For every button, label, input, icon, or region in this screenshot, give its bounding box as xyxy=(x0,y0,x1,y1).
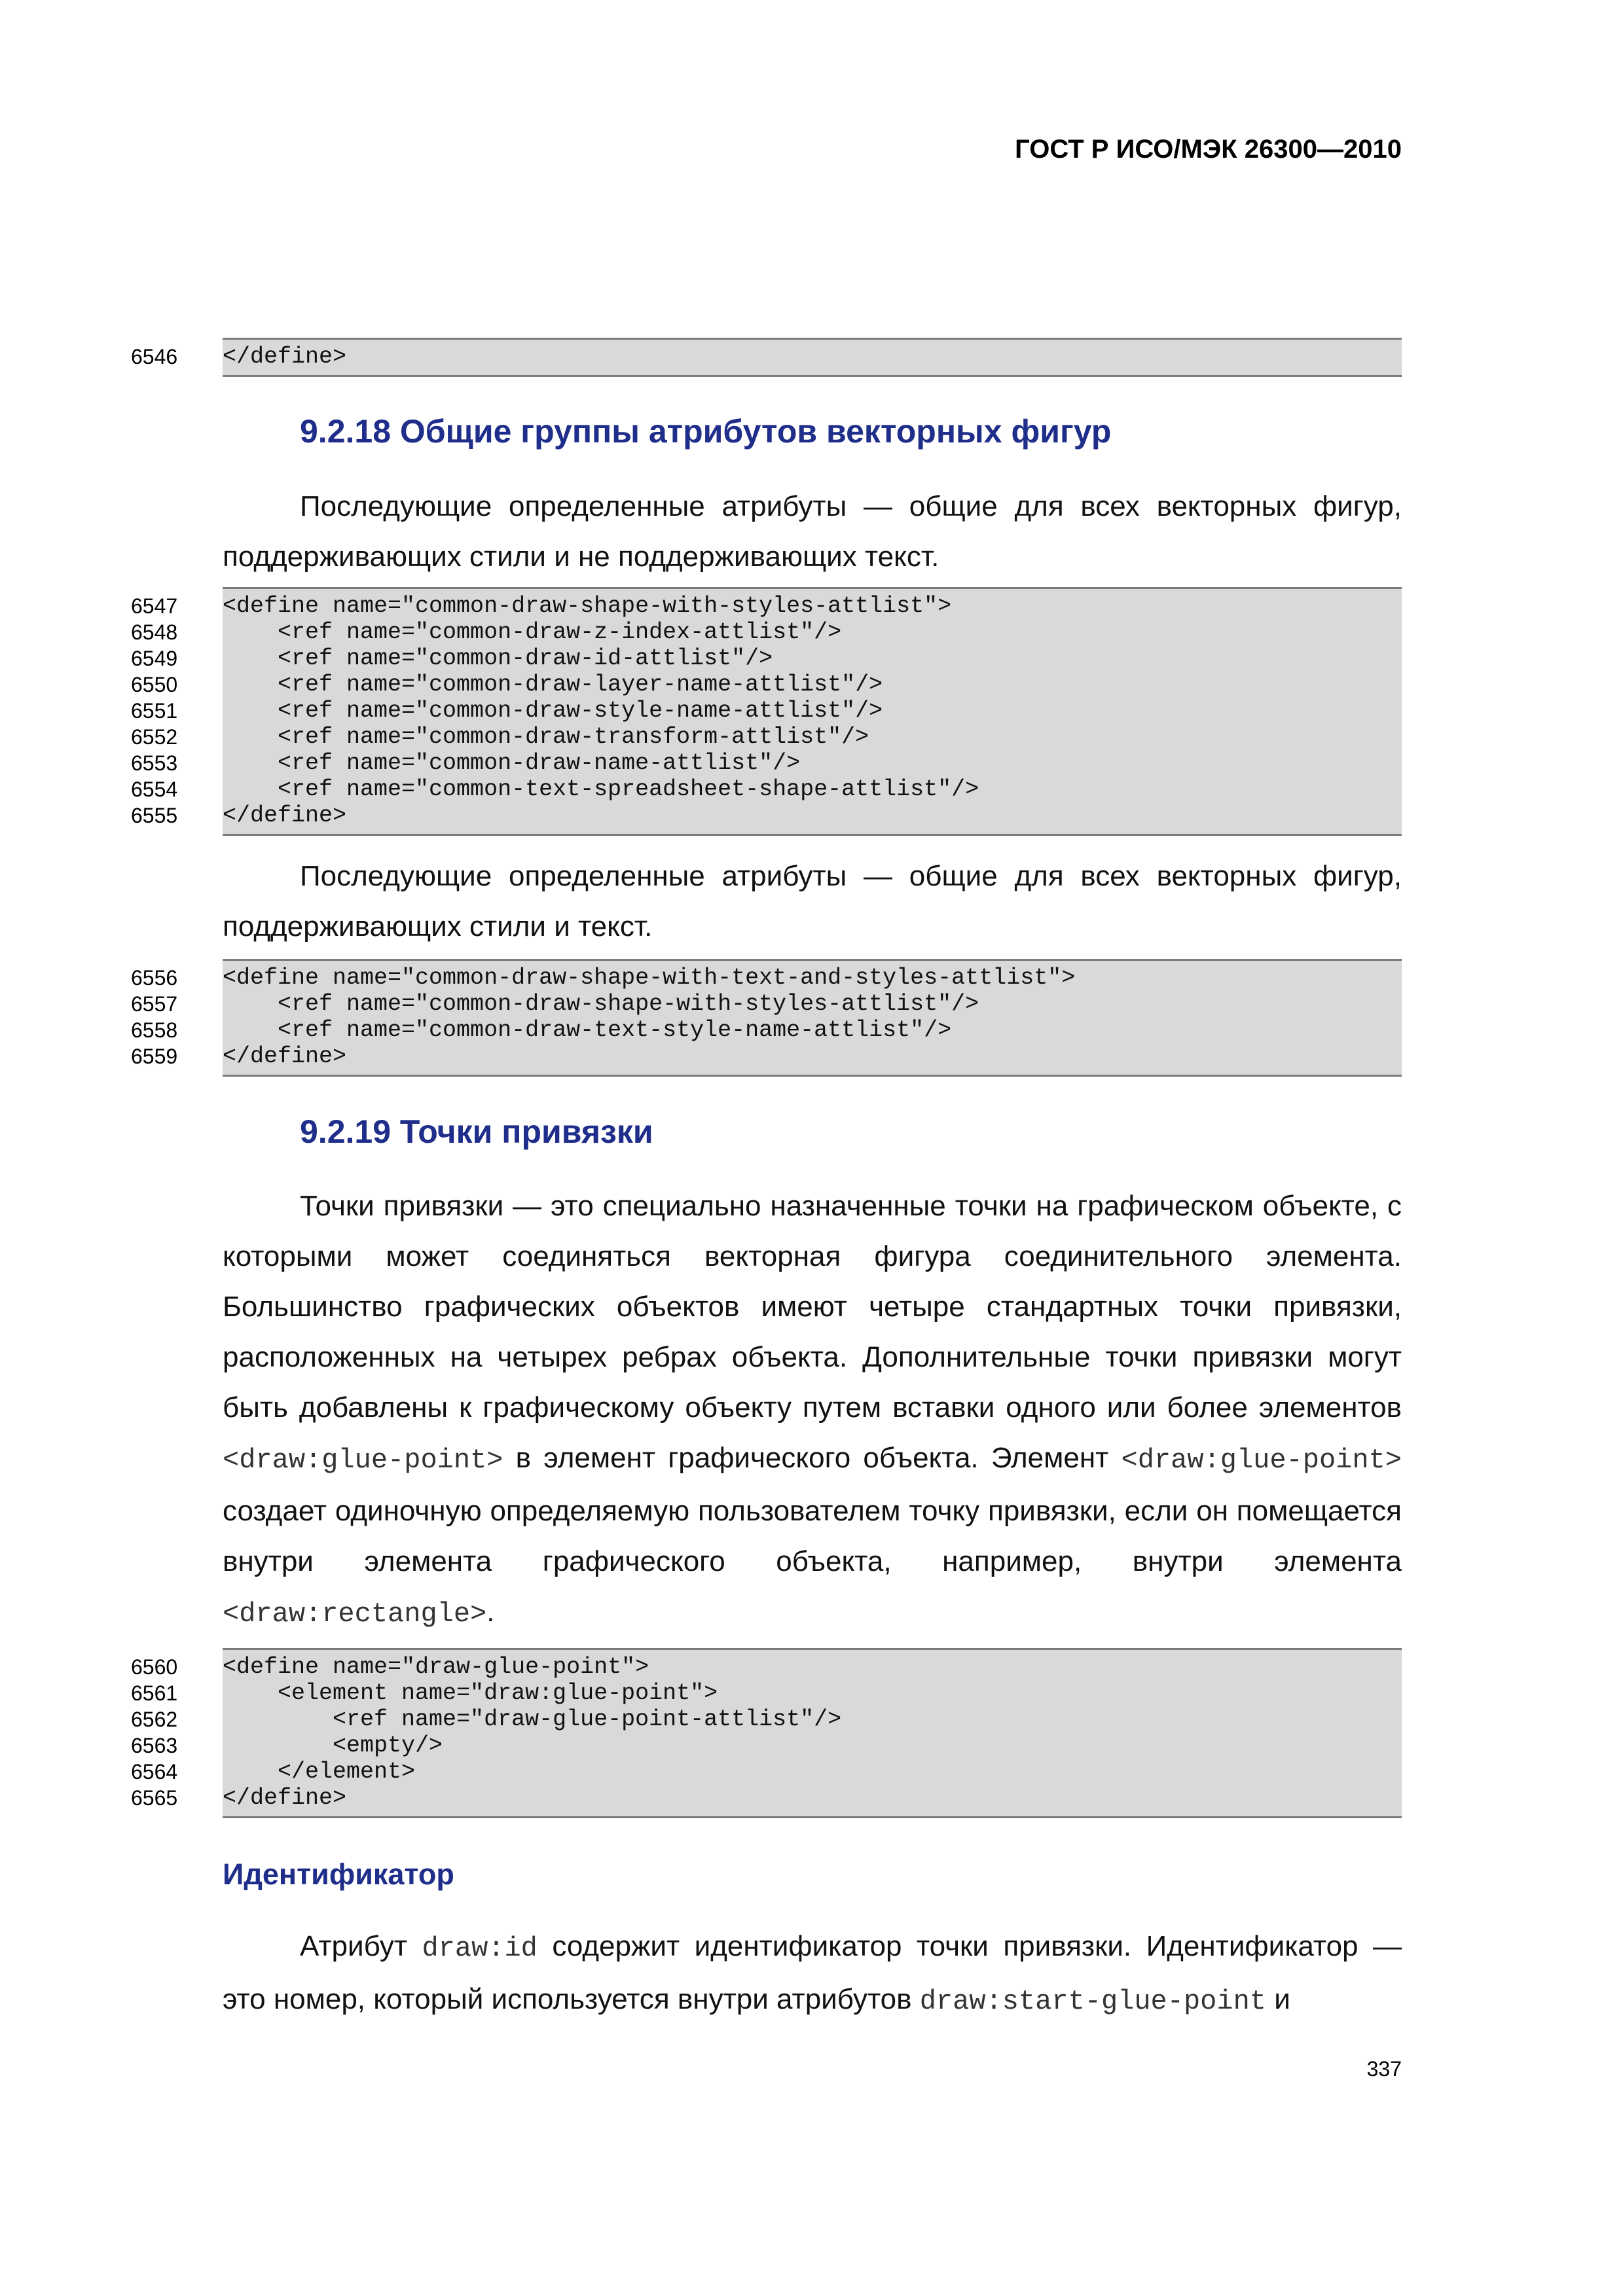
code-text: <ref name="draw-glue-point-attlist"/> xyxy=(223,1706,842,1732)
line-number: 6555 xyxy=(131,804,178,827)
code-block-shape-with-text-and-styles xyxy=(131,959,1402,1077)
code-text: <define name="common-draw-shape-with-styles-attlist"> xyxy=(223,593,952,619)
section-heading-9-2-19: 9.2.19 Точки привязки xyxy=(300,1113,653,1150)
code-line xyxy=(131,645,1402,672)
line-number: 6550 xyxy=(131,673,178,696)
code-text: <ref name="common-draw-name-attlist"/> xyxy=(223,750,801,776)
code-text: <ref name="common-draw-style-name-attlist"/> xyxy=(223,698,883,724)
line-number: 6559 xyxy=(131,1045,178,1068)
section-heading-9-2-18: 9.2.18 Общие группы атрибутов векторных фигур xyxy=(300,413,1112,450)
code-line xyxy=(131,991,1402,1017)
line-number: 6562 xyxy=(131,1708,178,1731)
code-line xyxy=(131,776,1402,802)
code-line xyxy=(131,1017,1402,1043)
code-text: <ref name="common-draw-shape-with-styles-attlist"/> xyxy=(223,991,979,1017)
line-number: 6557 xyxy=(131,992,178,1016)
code-line xyxy=(131,1654,1402,1680)
line-number: 6546 xyxy=(131,345,178,368)
code-line xyxy=(131,1785,1402,1811)
line-number: 6547 xyxy=(131,594,178,618)
text-run: содержит идентификатор точки привязки. Идентификатор — это номер, который используется внутри атрибутов xyxy=(223,1930,1402,2015)
text-run: создает одиночную определяемую пользователем точку привязки, если он помещается внутри элемента графического объекта, например, внутри элемента xyxy=(223,1495,1402,1577)
code-line xyxy=(131,965,1402,991)
code-text: <ref name="common-draw-layer-name-attlist"/> xyxy=(223,672,883,698)
subsection-heading-identifier: Идентификатор xyxy=(223,1857,454,1891)
code-text: <ref name="common-draw-id-attlist"/> xyxy=(223,645,773,672)
code-line xyxy=(131,1043,1402,1069)
code-text: </define> xyxy=(223,802,347,829)
text-run: и xyxy=(1266,1983,1290,2015)
code-line xyxy=(131,593,1402,619)
code-text: <define name="common-draw-shape-with-text-and-styles-attlist"> xyxy=(223,965,1076,991)
code-text: </define> xyxy=(223,1785,347,1811)
text-run: Атрибут xyxy=(300,1930,422,1962)
paragraph-identifier xyxy=(223,1921,1402,2027)
text-run: . xyxy=(486,1596,495,1628)
paragraph-common-attrs-with-text: Последующие определенные атрибуты — общие для всех векторных фигур, поддерживающих стили и текст. xyxy=(223,860,1402,942)
line-number: 6554 xyxy=(131,778,178,801)
paragraph-common-attrs-no-text: Последующие определенные атрибуты — общие для всех векторных фигур, поддерживающих стили и не поддерживающих текст. xyxy=(223,490,1402,573)
code-text: <ref name="common-draw-z-index-attlist"/> xyxy=(223,619,842,645)
line-number: 6548 xyxy=(131,620,178,644)
code-line xyxy=(131,698,1402,724)
code-block-define-end xyxy=(131,338,1402,377)
code-text: <define name="draw-glue-point"> xyxy=(223,1654,649,1680)
code-text: <empty/> xyxy=(223,1732,443,1759)
code-line xyxy=(131,1759,1402,1785)
inline-code: draw:start-glue-point xyxy=(919,1986,1266,2017)
code-text: </define> xyxy=(223,1043,347,1069)
code-text: </element> xyxy=(223,1759,416,1785)
inline-code: <draw:glue-point> xyxy=(223,1444,503,1476)
code-line xyxy=(131,1732,1402,1759)
code-line xyxy=(131,724,1402,750)
code-text: <ref name="common-draw-text-style-name-attlist"/> xyxy=(223,1017,952,1043)
inline-code: draw:id xyxy=(422,1933,538,1964)
text-run: Точки привязки — это специально назначенные точки на графическом объекте, с которыми может соединяться векторная фигура соединительного элемента. Большинство графических объектов имеют четыре стандартных точки привязки, расположенных на четырех ребрах объекта. Дополнительные точки привязки могут быть добавлены к графическому объекту путем вставки одного или более элементов xyxy=(223,1190,1402,1424)
code-line xyxy=(131,802,1402,829)
code-line xyxy=(131,750,1402,776)
code-text: <ref name="common-text-spreadsheet-shape-attlist"/> xyxy=(223,776,979,802)
line-number: 6565 xyxy=(131,1786,178,1810)
line-number: 6552 xyxy=(131,725,178,749)
code-text: </define> xyxy=(223,344,347,370)
code-line xyxy=(131,619,1402,645)
code-text: <element name="draw:glue-point"> xyxy=(223,1680,718,1706)
line-number: 6560 xyxy=(131,1655,178,1679)
code-line xyxy=(131,344,1402,370)
code-line xyxy=(131,1706,1402,1732)
code-block-shape-with-styles xyxy=(131,587,1402,836)
inline-code: <draw:glue-point> xyxy=(1121,1444,1402,1476)
line-number: 6561 xyxy=(131,1681,178,1705)
line-number: 6558 xyxy=(131,1018,178,1042)
paragraph-glue-points xyxy=(223,1181,1402,1640)
line-number: 6564 xyxy=(131,1760,178,1784)
line-number: 6551 xyxy=(131,699,178,723)
code-line xyxy=(131,672,1402,698)
page-number: 337 xyxy=(1366,2057,1402,2081)
inline-code: <draw:rectangle> xyxy=(223,1598,487,1630)
line-number: 6553 xyxy=(131,751,178,775)
code-block-draw-glue-point xyxy=(131,1648,1402,1818)
text-run: в элемент графического объекта. Элемент xyxy=(503,1442,1122,1474)
line-number: 6563 xyxy=(131,1734,178,1757)
line-number: 6556 xyxy=(131,966,178,990)
code-text: <ref name="common-draw-transform-attlist"/> xyxy=(223,724,869,750)
page-header-standard-title: ГОСТ Р ИСО/МЭК 26300—2010 xyxy=(1015,135,1402,164)
line-number: 6549 xyxy=(131,647,178,670)
code-line xyxy=(131,1680,1402,1706)
